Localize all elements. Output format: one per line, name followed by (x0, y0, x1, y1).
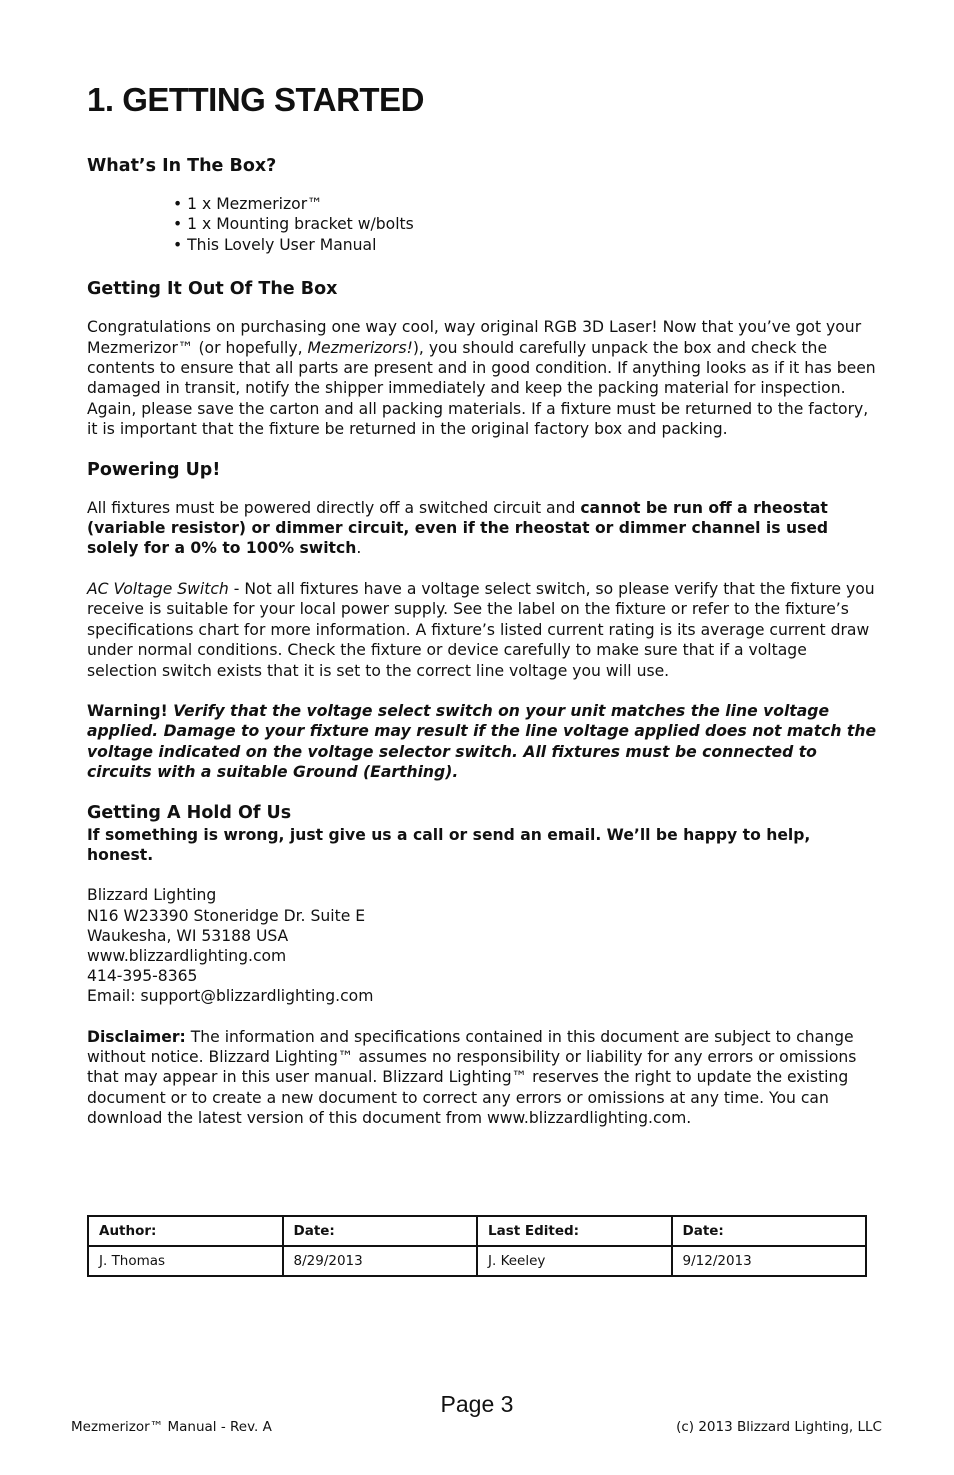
table-header-cell: Date: (283, 1216, 478, 1246)
website-link[interactable]: www.blizzardlighting.com (87, 946, 287, 965)
unpacking-paragraph: Congratulations on purchasing one way cool, way original RGB 3D Laser! Now that you’ve got your Mezmerizor™ (or hopefully, Mezmerizors!), you should carefully unpack the box and check the contents to ensure that all parts are present and in good condition. If anything looks as if it has been damaged in transit, notify the shipper immediately and keep the packing material for inspection. Again, please save the carton and all packing materials. If a fixture must be returned to the factory, it is important that the fixture be returned in the original factory box and packing. (87, 318, 876, 439)
page-number: Page 3 (440, 1391, 514, 1417)
table-cell: 8/29/2013 (283, 1246, 478, 1276)
revision-table (87, 1215, 867, 1277)
section-heading: Getting A Hold Of Us (87, 802, 292, 823)
table-header-row (88, 1216, 866, 1246)
table-cell: J. Thomas (88, 1246, 283, 1276)
street-address: N16 W23390 Stoneridge Dr. Suite E (87, 906, 366, 925)
warning-label: Warning! (87, 701, 168, 720)
footer-manual-title: Mezmerizor™ Manual - Rev. A (71, 1419, 272, 1435)
section-whats-in-the-box (87, 156, 877, 255)
section-unpacking (87, 279, 877, 439)
footer-copyright: (c) 2013 Blizzard Lighting, LLC (676, 1419, 882, 1435)
warning-paragraph: Warning! Verify that the voltage select switch on your unit matches the line voltage applied. Damage to your fixture may result if the line voltage applied does not match the voltage indicated on the voltage selector switch. All fixtures must be connected to circuits with a suitable Ground (Earthing). (87, 701, 877, 782)
list-item: • 1 x Mounting bracket w/bolts (173, 214, 877, 234)
table-cell: 9/12/2013 (672, 1246, 867, 1276)
table-header-cell: Author: (88, 1216, 283, 1246)
list-item: • This Lovely User Manual (173, 235, 877, 255)
manual-page (87, 78, 877, 1149)
disclaimer-paragraph: Disclaimer: The information and specifications contained in this document are subject to change without notice. Blizzard Lighting™ assumes no responsibility or liability for any errors or omissions that may appear in this user manual. Blizzard Lighting™ reserves the right to update the existing document or to create a new document to correct any errors or omissions at any time. You can download the latest version of this document from www.blizzardlighting.com. (87, 1027, 857, 1128)
phone-number: 414-395-8365 (87, 967, 198, 986)
contact-lead: If something is wrong, just give us a call or send an email. We’ll be happy to help, honest. (87, 825, 811, 864)
city-address: Waukesha, WI 53188 USA (87, 926, 289, 945)
email-link[interactable]: Email: support@blizzardlighting.com (87, 987, 374, 1006)
section-contact (87, 803, 877, 1007)
company-name: Blizzard Lighting (87, 886, 217, 905)
table-row (88, 1246, 866, 1276)
list-item: • 1 x Mezmerizor™ (173, 194, 877, 214)
contact-address (87, 885, 877, 1006)
table-header-cell: Date: (672, 1216, 867, 1246)
voltage-switch-paragraph: AC Voltage Switch - Not all fixtures have a voltage select switch, so please verify that the fixture you receive is suitable for your local power supply. See the label on the fixture or refer to the fixture’s specifications chart for more information. A fixture’s listed current rating is its average current draw under normal conditions. Check the fixture or device carefully to make sure that if a voltage selection switch exists that it is set to the correct line voltage you will use. (87, 579, 875, 680)
page-title: 1. GETTING STARTED (87, 81, 424, 118)
table-header-cell: Last Edited: (477, 1216, 672, 1246)
section-heading: What’s In The Box? (87, 156, 277, 176)
table-cell: J. Keeley (477, 1246, 672, 1276)
power-paragraph: All fixtures must be powered directly off a switched circuit and cannot be run off a rheostat (variable resistor) or dimmer circuit, even if the rheostat or dimmer channel is used solely for a 0% to 100% switch. (87, 498, 829, 558)
section-powering-up (87, 460, 877, 783)
section-heading: Getting It Out Of The Box (87, 279, 338, 300)
section-heading: Powering Up! (87, 459, 221, 480)
box-contents-list (87, 194, 877, 255)
